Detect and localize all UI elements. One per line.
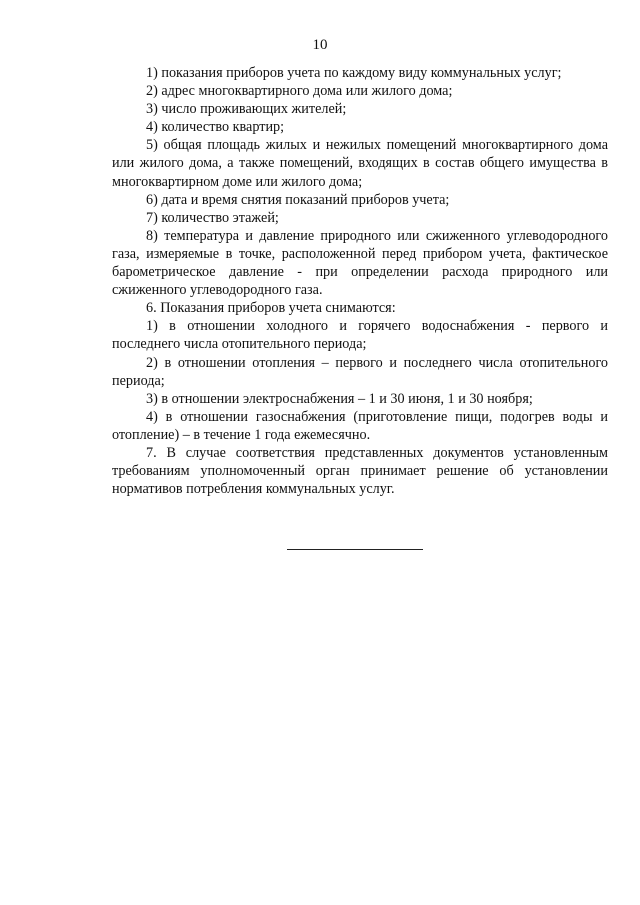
list-item-water-supply: 1) в отношении холодного и горячего водоснабжения - первого и последнего числа отопительного периода; (112, 318, 608, 353)
list-item-electricity: 3) в отношении электроснабжения – 1 и 30 июня, 1 и 30 ноября; (146, 390, 533, 407)
document-body (112, 64, 608, 498)
section-6-heading: 6. Показания приборов учета снимаются: (146, 300, 396, 317)
list-item-gas-supply: 4) в отношении газоснабжения (приготовление пищи, подогрев воды и отопление) – в течение 1 года ежемесячно. (112, 408, 608, 443)
section-7-paragraph: 7. В случае соответствия представленных документов установленным требованиям уполномоченный орган принимает решение об установлении нормативов потребления коммунальных услуг. (112, 444, 608, 498)
closing-rule (287, 549, 423, 550)
list-item-address: 2) адрес многоквартирного дома или жилого дома; (146, 83, 453, 100)
list-item-meter-readings: 1) показания приборов учета по каждому виду коммунальных услуг; (146, 65, 562, 81)
list-item-total-area: 5) общая площадь жилых и нежилых помещений многоквартирного дома или жилого дома, а также помещений, входящих в состав общего имущества в многоквартирном доме или жилого дома; (112, 137, 608, 190)
list-item-residents: 3) число проживающих жителей; (146, 101, 347, 118)
page-number: 10 (312, 37, 328, 53)
list-item-floors: 7) количество этажей; (146, 209, 279, 226)
list-item-gas-parameters: 8) температура и давление природного или сжиженного углеводородного газа, измеряемые в точке, расположенной перед прибором учета, фактическое барометрическое давление - при определении расхода природного или сжиженного углеводородного газа. (112, 227, 608, 299)
list-item-apartments: 4) количество квартир; (146, 119, 285, 136)
list-item-reading-datetime: 6) дата и время снятия показаний приборов учета; (146, 191, 450, 208)
list-item-heating: 2) в отношении отопления – первого и последнего числа отопительного периода; (112, 354, 608, 389)
